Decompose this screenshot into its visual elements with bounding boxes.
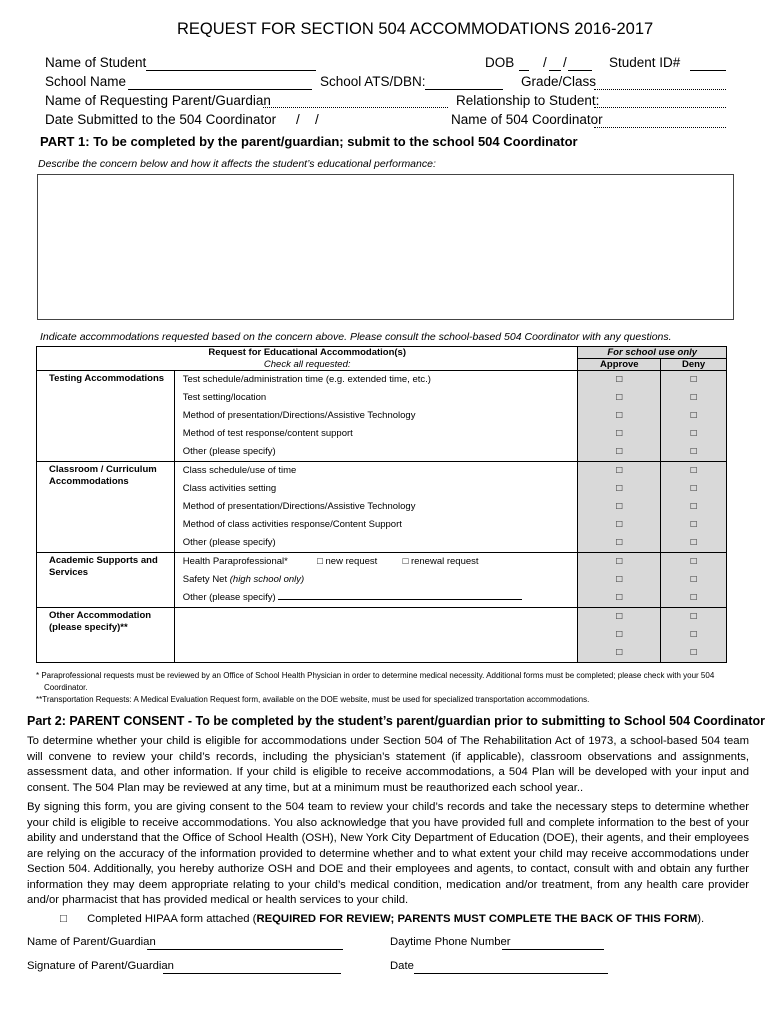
transport-footnote: **Transportation Requests: A Medical Evaluation Request form, available on the DOE website, must be used for specialized transportation accommodations. bbox=[36, 695, 590, 704]
approve-checkbox[interactable]: □ bbox=[616, 647, 623, 658]
accommodations-table bbox=[36, 346, 727, 663]
deny-checkbox[interactable]: □ bbox=[690, 592, 697, 603]
relationship-label: Relationship to Student: bbox=[456, 93, 600, 108]
coordinator-field[interactable] bbox=[594, 127, 726, 128]
relationship-field[interactable] bbox=[594, 107, 726, 108]
testing-item-presentation: Method of presentation/Directions/Assistive Technology bbox=[182, 410, 416, 421]
deny-checkbox[interactable]: □ bbox=[690, 611, 697, 622]
classroom-item-schedule: Class schedule/use of time bbox=[182, 465, 297, 476]
academic-other-row bbox=[175, 589, 578, 607]
hipaa-checkbox[interactable]: □ bbox=[60, 913, 67, 925]
coordinator-label: Name of 504 Coordinator bbox=[451, 112, 603, 127]
deny-checkbox[interactable]: □ bbox=[690, 501, 697, 512]
deny-checkbox[interactable]: □ bbox=[690, 556, 697, 567]
safety-net-row bbox=[175, 571, 578, 589]
classroom-item-setting: Class activities setting bbox=[182, 483, 277, 494]
deny-checkbox[interactable]: □ bbox=[690, 537, 697, 548]
renewal-request-label: renewal request bbox=[410, 556, 479, 567]
approve-checkbox[interactable]: □ bbox=[616, 465, 623, 476]
approve-checkbox[interactable]: □ bbox=[616, 556, 623, 567]
date-submitted-label: Date Submitted to the 504 Coordinator bbox=[45, 112, 277, 127]
requesting-parent-label: Name of Requesting Parent/Guardian bbox=[45, 93, 271, 108]
deny-checkbox[interactable]: □ bbox=[690, 446, 697, 457]
hipaa-required-note: REQUIRED FOR REVIEW; PARENTS MUST COMPLETE THE BACK OF THIS FORM bbox=[256, 913, 698, 925]
grade-class-field[interactable] bbox=[594, 89, 726, 90]
new-request-checkbox[interactable]: □ bbox=[317, 556, 323, 567]
approve-checkbox[interactable]: □ bbox=[616, 392, 623, 403]
student-id-field[interactable] bbox=[690, 70, 726, 71]
name-of-student-label: Name of Student bbox=[45, 55, 147, 70]
hipaa-row bbox=[60, 913, 704, 925]
approve-checkbox[interactable]: □ bbox=[616, 374, 623, 385]
parent-name-label: Name of Parent/Guardian bbox=[27, 936, 156, 948]
deny-checkbox[interactable]: □ bbox=[690, 483, 697, 494]
category-testing: Testing Accommodations bbox=[37, 371, 175, 462]
approve-checkbox[interactable]: □ bbox=[616, 483, 623, 494]
para-footnote: * Paraprofessional requests must be reviewed by an Office of School Health Physician in order to determine medical necessity. Additional forms must be completed; please check with your 504 bbox=[36, 671, 715, 680]
dob-year-field[interactable] bbox=[568, 70, 592, 71]
approve-checkbox[interactable]: □ bbox=[616, 574, 623, 585]
deny-checkbox[interactable]: □ bbox=[690, 519, 697, 530]
describe-instruction: Describe the concern below and how it affects the student’s educational performance: bbox=[38, 158, 436, 170]
deny-checkbox[interactable]: □ bbox=[690, 465, 697, 476]
concern-textbox[interactable] bbox=[37, 174, 734, 320]
request-header: Request for Educational Accommodation(s) bbox=[37, 347, 578, 359]
approve-checkbox[interactable]: □ bbox=[616, 537, 623, 548]
testing-item-time: Test schedule/administration time (e.g. extended time, etc.) bbox=[182, 374, 431, 385]
requesting-parent-field[interactable] bbox=[263, 107, 448, 108]
hipaa-label: Completed HIPAA form attached ( bbox=[87, 913, 257, 925]
deny-header: Deny bbox=[661, 359, 727, 371]
consent-paragraph-1: To determine whether your child is eligible for accommodations under Section 504 of The Rehabilitation Act of 1973, a school-based 504 team will convene to review your child’s records, including the physician’s statement (if applicable), classroom observations and assignments, assessment data, and other information. If your child is eligible to receive accommodations, a 504 Plan will be developed with your input and consent. The 504 Plan may be reviewed at any time, but at a minimum must be reauthorized each school year.. bbox=[27, 735, 749, 794]
approve-checkbox[interactable]: □ bbox=[616, 428, 623, 439]
part2-heading: Part 2: PARENT CONSENT - To be completed by the student’s parent/guardian prior to submitting to School 504 Coordinator bbox=[27, 714, 766, 728]
health-para-label: Health Paraprofessional* bbox=[182, 556, 288, 567]
approve-header: Approve bbox=[578, 359, 661, 371]
new-request-label: new request bbox=[325, 556, 378, 567]
deny-checkbox[interactable]: □ bbox=[690, 629, 697, 640]
parent-name-field[interactable] bbox=[147, 949, 343, 950]
indicate-instruction: Indicate accommodations requested based on the concern above. Please consult the school-based 504 Coordinator with any questions. bbox=[40, 331, 672, 343]
signature-field[interactable] bbox=[163, 973, 341, 974]
academic-other-field[interactable] bbox=[278, 589, 522, 600]
renewal-request-checkbox[interactable]: □ bbox=[402, 556, 409, 567]
approve-checkbox[interactable]: □ bbox=[616, 446, 623, 457]
date-field[interactable] bbox=[414, 973, 608, 974]
dob-label: DOB bbox=[485, 55, 515, 70]
part1-heading: PART 1: To be completed by the parent/guardian; submit to the school 504 Coordinator bbox=[40, 134, 578, 149]
para-footnote-cont: Coordinator. bbox=[44, 683, 88, 692]
date-separator: / bbox=[296, 112, 300, 127]
approve-checkbox[interactable]: □ bbox=[616, 592, 623, 603]
health-para-row bbox=[175, 553, 578, 571]
classroom-item-other: Other (please specify) bbox=[182, 537, 276, 548]
approve-checkbox[interactable]: □ bbox=[616, 410, 623, 421]
hipaa-suffix: ). bbox=[697, 913, 705, 925]
deny-checkbox[interactable]: □ bbox=[690, 428, 697, 439]
grade-class-label: Grade/Class bbox=[521, 74, 597, 89]
phone-field[interactable] bbox=[502, 949, 604, 950]
date-separator: / bbox=[315, 112, 319, 127]
safety-net-note: (high school only) bbox=[229, 574, 305, 585]
academic-other-label: Other (please specify) bbox=[182, 592, 276, 603]
classroom-item-response: Method of class activities response/Content Support bbox=[182, 519, 402, 530]
dob-separator: / bbox=[543, 55, 547, 70]
approve-checkbox[interactable]: □ bbox=[616, 629, 623, 640]
deny-checkbox[interactable]: □ bbox=[690, 410, 697, 421]
dob-month-field[interactable] bbox=[519, 70, 529, 71]
page-title: REQUEST FOR SECTION 504 ACCOMMODATIONS 2016-2017 bbox=[177, 20, 654, 38]
deny-checkbox[interactable]: □ bbox=[690, 647, 697, 658]
student-id-label: Student ID# bbox=[609, 55, 681, 70]
phone-label: Daytime Phone Number bbox=[390, 936, 511, 948]
check-all-label: Check all requested: bbox=[37, 359, 578, 371]
school-use-header: For school use only bbox=[578, 347, 727, 359]
deny-checkbox[interactable]: □ bbox=[690, 374, 697, 385]
dob-separator: / bbox=[563, 55, 567, 70]
consent-paragraph-2: By signing this form, you are giving consent to the 504 team to review your child’s records and take the necessary steps to determine whether your child is eligible to receive accommodations. You also acknowledge that you have provided full and complete information to the best of your ability and understand that the Office of School Health (OSH), New York City Department of Education (DOE), their agents, and their employees are relying on the accuracy of the information provided to determine whether and to what extent your child may receive accommodations under Section 504. Additionally, you hereby authorize OSH and DOE and their employees and agents, to contact, consult with and obtain any further information they may deem appropriate relating to your child’s medical condition, medication and/or treatment, from any health care provider and/or pharmacist that has provided medical or health services to your child. bbox=[27, 801, 749, 906]
school-ats-field[interactable] bbox=[425, 89, 503, 90]
signature-label: Signature of Parent/Guardian bbox=[27, 960, 174, 972]
classroom-item-presentation: Method of presentation/Directions/Assistive Technology bbox=[182, 501, 416, 512]
deny-checkbox[interactable]: □ bbox=[690, 392, 697, 403]
testing-item-response: Method of test response/content support bbox=[182, 428, 353, 439]
safety-net-label: Safety Net bbox=[182, 574, 228, 585]
other-accommodation-field[interactable] bbox=[174, 608, 578, 663]
school-name-field[interactable] bbox=[128, 89, 312, 90]
deny-checkbox[interactable]: □ bbox=[690, 574, 697, 585]
name-of-student-field[interactable] bbox=[146, 70, 316, 71]
school-name-label: School Name bbox=[45, 74, 127, 89]
approve-checkbox[interactable]: □ bbox=[616, 611, 623, 622]
approve-checkbox[interactable]: □ bbox=[616, 519, 623, 530]
dob-day-field[interactable] bbox=[549, 70, 561, 71]
testing-item-setting: Test setting/location bbox=[182, 392, 267, 403]
category-classroom: Classroom / Curriculum Accommodations bbox=[37, 462, 175, 553]
category-academic-supports: Academic Supports and Services bbox=[37, 553, 175, 608]
school-ats-label: School ATS/DBN: bbox=[320, 74, 426, 89]
category-other: Other Accommodation (please specify)** bbox=[37, 608, 175, 663]
date-label: Date bbox=[390, 960, 414, 972]
testing-item-other: Other (please specify) bbox=[182, 446, 276, 457]
approve-checkbox[interactable]: □ bbox=[616, 501, 623, 512]
